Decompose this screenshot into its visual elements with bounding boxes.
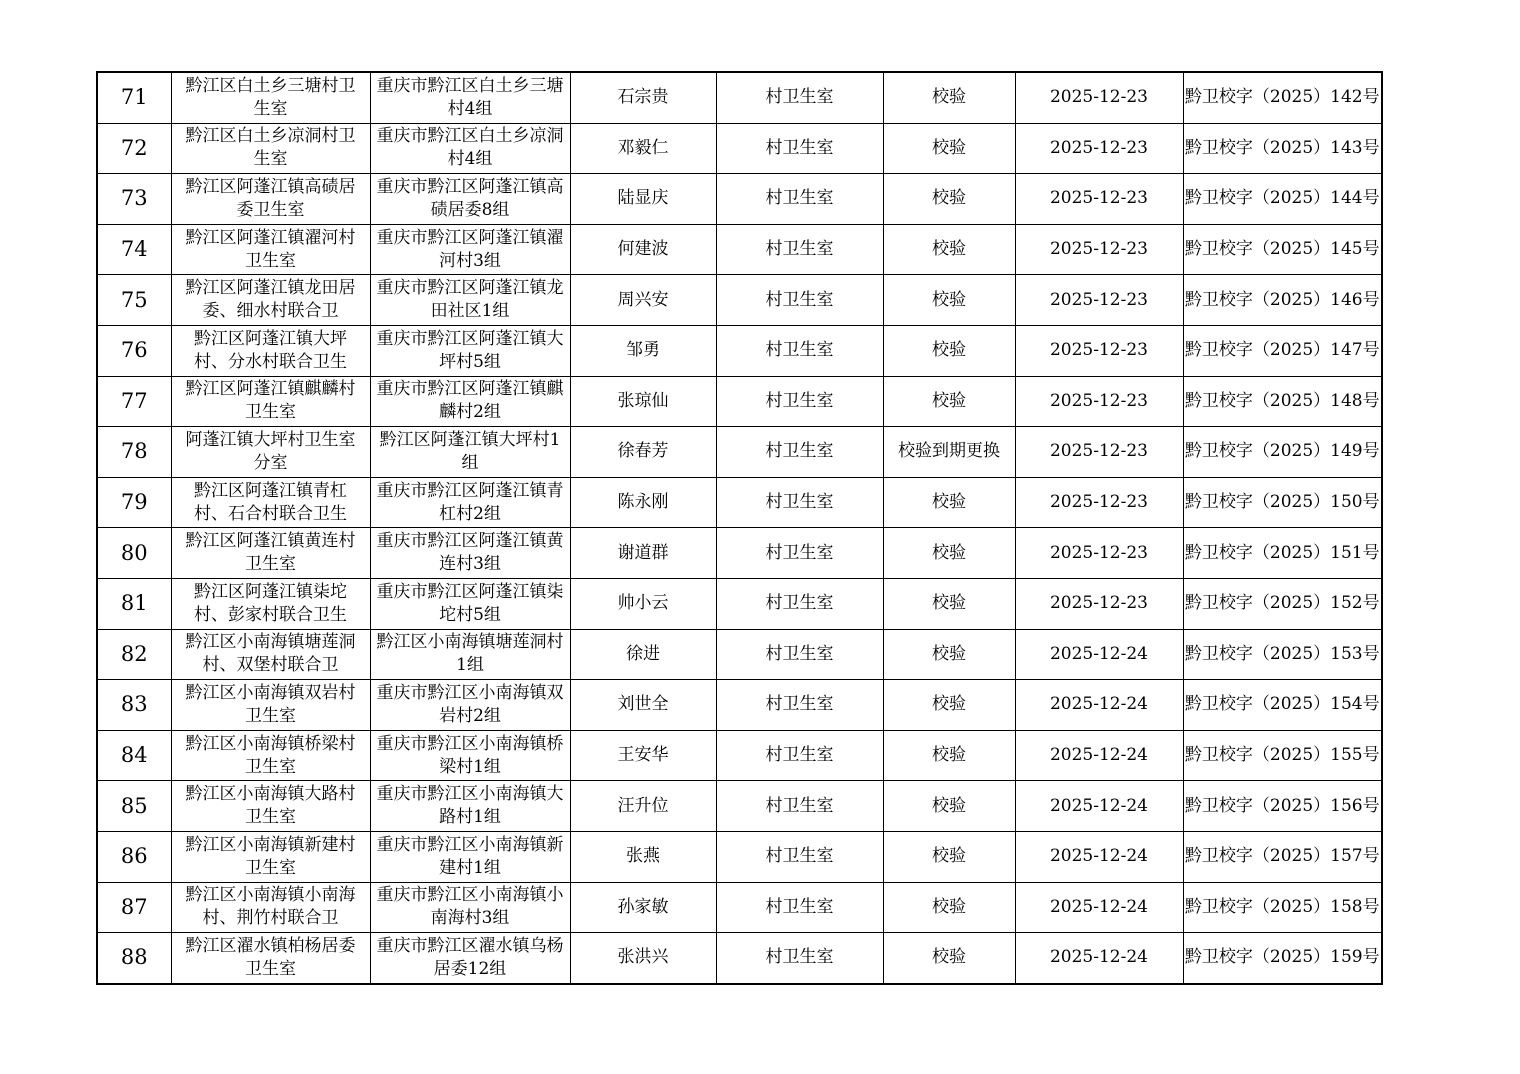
facility-name-cell [171, 578, 370, 629]
facility-address-cell [370, 275, 570, 326]
action-cell: 校验 [883, 123, 1015, 174]
facility-name-cell [171, 882, 370, 933]
row-number-cell: 84 [97, 730, 171, 781]
facility-address-text: 重庆市黔江区阿蓬江镇濯河村3组 [376, 227, 564, 271]
facility-address-text: 重庆市黔江区小南海镇新建村1组 [376, 834, 564, 878]
facility-address-text: 重庆市黔江区阿蓬江镇高碛居委8组 [376, 176, 564, 220]
date-cell: 2025-12-24 [1015, 680, 1183, 731]
facility-name-text: 黔江区阿蓬江镇龙田居委、细水村联合卫 [185, 278, 356, 322]
responsible-person-cell: 汪升位 [570, 781, 716, 832]
table-row [97, 224, 1382, 275]
table-row [97, 275, 1382, 326]
responsible-person-cell: 刘世全 [570, 680, 716, 731]
facility-name-text: 黔江区白土乡凉洞村卫生室 [185, 126, 356, 170]
facility-name-text: 黔江区阿蓬江镇青杠村、石合村联合卫生 [194, 480, 347, 524]
facility-name-text: 黔江区白土乡三塘村卫生室 [185, 75, 356, 119]
date-cell: 2025-12-23 [1015, 325, 1183, 376]
facility-address-text: 黔江区小南海镇塘莲洞村1组 [376, 632, 564, 676]
document-number-text: 黔卫校字（2025）143号 [1184, 137, 1380, 158]
row-number-cell: 82 [97, 629, 171, 680]
facility-name-text: 黔江区小南海镇新建村卫生室 [185, 834, 356, 878]
action-cell: 校验 [883, 325, 1015, 376]
responsible-person-cell: 张洪兴 [570, 933, 716, 984]
action-cell: 校验 [883, 680, 1015, 731]
document-number-text: 黔卫校字（2025）145号 [1184, 239, 1380, 260]
responsible-person-cell: 帅小云 [570, 578, 716, 629]
document-number-text: 黔卫校字（2025）149号 [1184, 441, 1380, 462]
responsible-person-cell: 徐进 [570, 629, 716, 680]
facility-name-text: 黔江区小南海镇塘莲洞村、双堡村联合卫 [185, 632, 356, 676]
facility-name-text: 黔江区阿蓬江镇黄连村卫生室 [185, 531, 356, 575]
table-row [97, 174, 1382, 225]
facility-address-text: 重庆市黔江区小南海镇大路村1组 [376, 784, 564, 828]
facility-type-cell: 村卫生室 [716, 174, 883, 225]
facility-address-text: 重庆市黔江区小南海镇桥梁村1组 [376, 733, 564, 777]
facility-name-text: 黔江区阿蓬江镇麒麟村卫生室 [185, 379, 356, 423]
document-number-cell [1183, 477, 1382, 528]
facility-name-text: 黔江区小南海镇双岩村卫生室 [185, 682, 356, 726]
document-number-cell [1183, 427, 1382, 478]
facility-address-text: 重庆市黔江区白土乡三塘村4组 [376, 75, 564, 119]
table-row [97, 123, 1382, 174]
facility-address-text: 重庆市黔江区白土乡凉洞村4组 [376, 126, 564, 170]
row-number-cell: 78 [97, 427, 171, 478]
date-cell: 2025-12-23 [1015, 376, 1183, 427]
row-number-cell: 74 [97, 224, 171, 275]
facility-name-cell [171, 680, 370, 731]
action-cell: 校验 [883, 174, 1015, 225]
facility-type-cell: 村卫生室 [716, 477, 883, 528]
facility-address-text: 重庆市黔江区小南海镇双岩村2组 [376, 682, 564, 726]
facility-name-text: 黔江区阿蓬江镇柒坨村、彭家村联合卫生 [194, 581, 347, 625]
facility-name-cell [171, 123, 370, 174]
document-number-cell [1183, 578, 1382, 629]
facility-address-text: 重庆市黔江区濯水镇乌杨居委12组 [376, 935, 564, 979]
table-row [97, 325, 1382, 376]
facility-name-text: 黔江区小南海镇大路村卫生室 [185, 784, 356, 828]
facility-type-cell: 村卫生室 [716, 325, 883, 376]
facility-address-cell [370, 477, 570, 528]
facility-name-text: 黔江区阿蓬江镇濯河村卫生室 [185, 227, 356, 271]
document-number-cell [1183, 174, 1382, 225]
facility-name-cell [171, 933, 370, 984]
document-number-cell [1183, 123, 1382, 174]
date-cell: 2025-12-23 [1015, 224, 1183, 275]
responsible-person-cell: 周兴安 [570, 275, 716, 326]
facility-type-cell: 村卫生室 [716, 933, 883, 984]
responsible-person-cell: 徐春芳 [570, 427, 716, 478]
row-number-cell: 73 [97, 174, 171, 225]
date-cell: 2025-12-24 [1015, 781, 1183, 832]
facility-name-text: 黔江区阿蓬江镇大坪村、分水村联合卫生 [194, 328, 347, 372]
table-row [97, 427, 1382, 478]
facility-name-text: 阿蓬江镇大坪村卫生室分室 [185, 429, 356, 473]
action-cell: 校验 [883, 730, 1015, 781]
facility-name-text: 黔江区小南海镇小南海村、荆竹村联合卫 [185, 885, 356, 929]
table-row [97, 528, 1382, 579]
facility-name-cell [171, 831, 370, 882]
date-cell: 2025-12-24 [1015, 831, 1183, 882]
facility-address-cell [370, 376, 570, 427]
document-number-cell [1183, 72, 1382, 123]
table-row [97, 882, 1382, 933]
facility-name-cell [171, 427, 370, 478]
responsible-person-cell: 陈永刚 [570, 477, 716, 528]
facility-name-cell [171, 781, 370, 832]
facility-address-cell [370, 730, 570, 781]
row-number-cell: 71 [97, 72, 171, 123]
facility-address-text: 重庆市黔江区小南海镇小南海村3组 [376, 885, 564, 929]
row-number-cell: 83 [97, 680, 171, 731]
date-cell: 2025-12-23 [1015, 427, 1183, 478]
facility-type-cell: 村卫生室 [716, 629, 883, 680]
date-cell: 2025-12-24 [1015, 629, 1183, 680]
action-cell: 校验到期更换 [883, 427, 1015, 478]
document-number-cell [1183, 831, 1382, 882]
facility-name-cell [171, 72, 370, 123]
action-cell: 校验 [883, 224, 1015, 275]
table-row [97, 831, 1382, 882]
facility-name-cell [171, 730, 370, 781]
responsible-person-cell: 王安华 [570, 730, 716, 781]
facility-address-cell [370, 781, 570, 832]
document-number-text: 黔卫校字（2025）157号 [1184, 846, 1380, 867]
facility-address-cell [370, 325, 570, 376]
facility-address-text: 黔江区阿蓬江镇大坪村1组 [379, 429, 561, 473]
facility-type-cell: 村卫生室 [716, 781, 883, 832]
table-row [97, 578, 1382, 629]
facility-address-cell [370, 629, 570, 680]
date-cell: 2025-12-24 [1015, 730, 1183, 781]
facility-address-text: 重庆市黔江区阿蓬江镇黄连村3组 [376, 531, 564, 575]
facility-type-cell: 村卫生室 [716, 730, 883, 781]
date-cell: 2025-12-23 [1015, 72, 1183, 123]
facility-address-cell [370, 578, 570, 629]
facility-type-cell: 村卫生室 [716, 831, 883, 882]
document-number-cell [1183, 882, 1382, 933]
row-number-cell: 87 [97, 882, 171, 933]
action-cell: 校验 [883, 933, 1015, 984]
facility-type-cell: 村卫生室 [716, 376, 883, 427]
row-number-cell: 79 [97, 477, 171, 528]
action-cell: 校验 [883, 72, 1015, 123]
row-number-cell: 85 [97, 781, 171, 832]
document-number-text: 黔卫校字（2025）150号 [1184, 492, 1380, 513]
document-number-cell [1183, 325, 1382, 376]
facility-address-cell [370, 427, 570, 478]
facility-address-text: 重庆市黔江区阿蓬江镇大坪村5组 [376, 328, 564, 372]
row-number-cell: 77 [97, 376, 171, 427]
facility-type-cell: 村卫生室 [716, 224, 883, 275]
action-cell: 校验 [883, 781, 1015, 832]
document-number-text: 黔卫校字（2025）156号 [1184, 795, 1380, 816]
document-number-text: 黔卫校字（2025）148号 [1184, 390, 1380, 411]
action-cell: 校验 [883, 376, 1015, 427]
facility-name-text: 黔江区濯水镇柏杨居委卫生室 [185, 935, 356, 979]
facility-name-cell [171, 629, 370, 680]
license-table [96, 71, 1383, 985]
document-number-cell [1183, 376, 1382, 427]
facility-name-cell [171, 325, 370, 376]
row-number-cell: 76 [97, 325, 171, 376]
document-number-text: 黔卫校字（2025）155号 [1184, 745, 1380, 766]
facility-type-cell: 村卫生室 [716, 882, 883, 933]
responsible-person-cell: 石宗贵 [570, 72, 716, 123]
row-number-cell: 75 [97, 275, 171, 326]
responsible-person-cell: 张琼仙 [570, 376, 716, 427]
document-number-cell [1183, 528, 1382, 579]
facility-address-cell [370, 528, 570, 579]
table-row [97, 629, 1382, 680]
facility-address-cell [370, 174, 570, 225]
date-cell: 2025-12-23 [1015, 528, 1183, 579]
row-number-cell: 86 [97, 831, 171, 882]
row-number-cell: 88 [97, 933, 171, 984]
document-number-cell [1183, 730, 1382, 781]
facility-name-text: 黔江区阿蓬江镇高碛居委卫生室 [185, 176, 356, 220]
table-row [97, 680, 1382, 731]
document-number-cell [1183, 275, 1382, 326]
document-number-text: 黔卫校字（2025）147号 [1184, 340, 1380, 361]
document-number-text: 黔卫校字（2025）158号 [1184, 896, 1380, 917]
responsible-person-cell: 谢道群 [570, 528, 716, 579]
facility-address-cell [370, 831, 570, 882]
document-number-text: 黔卫校字（2025）146号 [1184, 289, 1380, 310]
responsible-person-cell: 张燕 [570, 831, 716, 882]
facility-type-cell: 村卫生室 [716, 275, 883, 326]
facility-name-cell [171, 528, 370, 579]
document-number-text: 黔卫校字（2025）153号 [1184, 643, 1380, 664]
row-number-cell: 80 [97, 528, 171, 579]
date-cell: 2025-12-24 [1015, 882, 1183, 933]
document-number-cell [1183, 224, 1382, 275]
facility-type-cell: 村卫生室 [716, 528, 883, 579]
row-number-cell: 81 [97, 578, 171, 629]
responsible-person-cell: 邓毅仁 [570, 123, 716, 174]
facility-name-cell [171, 376, 370, 427]
facility-type-cell: 村卫生室 [716, 680, 883, 731]
facility-type-cell: 村卫生室 [716, 72, 883, 123]
date-cell: 2025-12-23 [1015, 174, 1183, 225]
responsible-person-cell: 邹勇 [570, 325, 716, 376]
facility-name-cell [171, 224, 370, 275]
table-row [97, 933, 1382, 984]
document-number-text: 黔卫校字（2025）144号 [1184, 188, 1380, 209]
document-number-cell [1183, 629, 1382, 680]
responsible-person-cell: 陆显庆 [570, 174, 716, 225]
facility-type-cell: 村卫生室 [716, 578, 883, 629]
facility-address-cell [370, 72, 570, 123]
action-cell: 校验 [883, 528, 1015, 579]
document-number-text: 黔卫校字（2025）151号 [1184, 542, 1380, 563]
table-row [97, 72, 1382, 123]
facility-address-text: 重庆市黔江区阿蓬江镇麒麟村2组 [376, 379, 564, 423]
table-row [97, 376, 1382, 427]
document-number-text: 黔卫校字（2025）142号 [1184, 87, 1380, 108]
row-number-cell: 72 [97, 123, 171, 174]
document-number-cell [1183, 680, 1382, 731]
facility-address-text: 重庆市黔江区阿蓬江镇龙田社区1组 [376, 278, 564, 322]
date-cell: 2025-12-23 [1015, 275, 1183, 326]
table-row [97, 730, 1382, 781]
action-cell: 校验 [883, 831, 1015, 882]
date-cell: 2025-12-23 [1015, 477, 1183, 528]
facility-address-cell [370, 123, 570, 174]
facility-address-text: 重庆市黔江区阿蓬江镇青杠村2组 [376, 480, 564, 524]
action-cell: 校验 [883, 629, 1015, 680]
date-cell: 2025-12-23 [1015, 123, 1183, 174]
document-number-text: 黔卫校字（2025）159号 [1184, 947, 1380, 968]
table-row [97, 781, 1382, 832]
date-cell: 2025-12-23 [1015, 578, 1183, 629]
facility-type-cell: 村卫生室 [716, 123, 883, 174]
table-row [97, 477, 1382, 528]
facility-address-cell [370, 933, 570, 984]
facility-address-cell [370, 882, 570, 933]
date-cell: 2025-12-24 [1015, 933, 1183, 984]
action-cell: 校验 [883, 882, 1015, 933]
document-number-cell [1183, 781, 1382, 832]
action-cell: 校验 [883, 275, 1015, 326]
facility-name-cell [171, 477, 370, 528]
facility-name-text: 黔江区小南海镇桥梁村卫生室 [185, 733, 356, 777]
responsible-person-cell: 孙家敏 [570, 882, 716, 933]
facility-type-cell: 村卫生室 [716, 427, 883, 478]
facility-address-cell [370, 224, 570, 275]
document-number-cell [1183, 933, 1382, 984]
facility-name-cell [171, 174, 370, 225]
action-cell: 校验 [883, 578, 1015, 629]
facility-address-text: 重庆市黔江区阿蓬江镇柒坨村5组 [376, 581, 564, 625]
responsible-person-cell: 何建波 [570, 224, 716, 275]
facility-address-cell [370, 680, 570, 731]
document-number-text: 黔卫校字（2025）154号 [1184, 694, 1380, 715]
action-cell: 校验 [883, 477, 1015, 528]
facility-name-cell [171, 275, 370, 326]
document-number-text: 黔卫校字（2025）152号 [1184, 593, 1380, 614]
